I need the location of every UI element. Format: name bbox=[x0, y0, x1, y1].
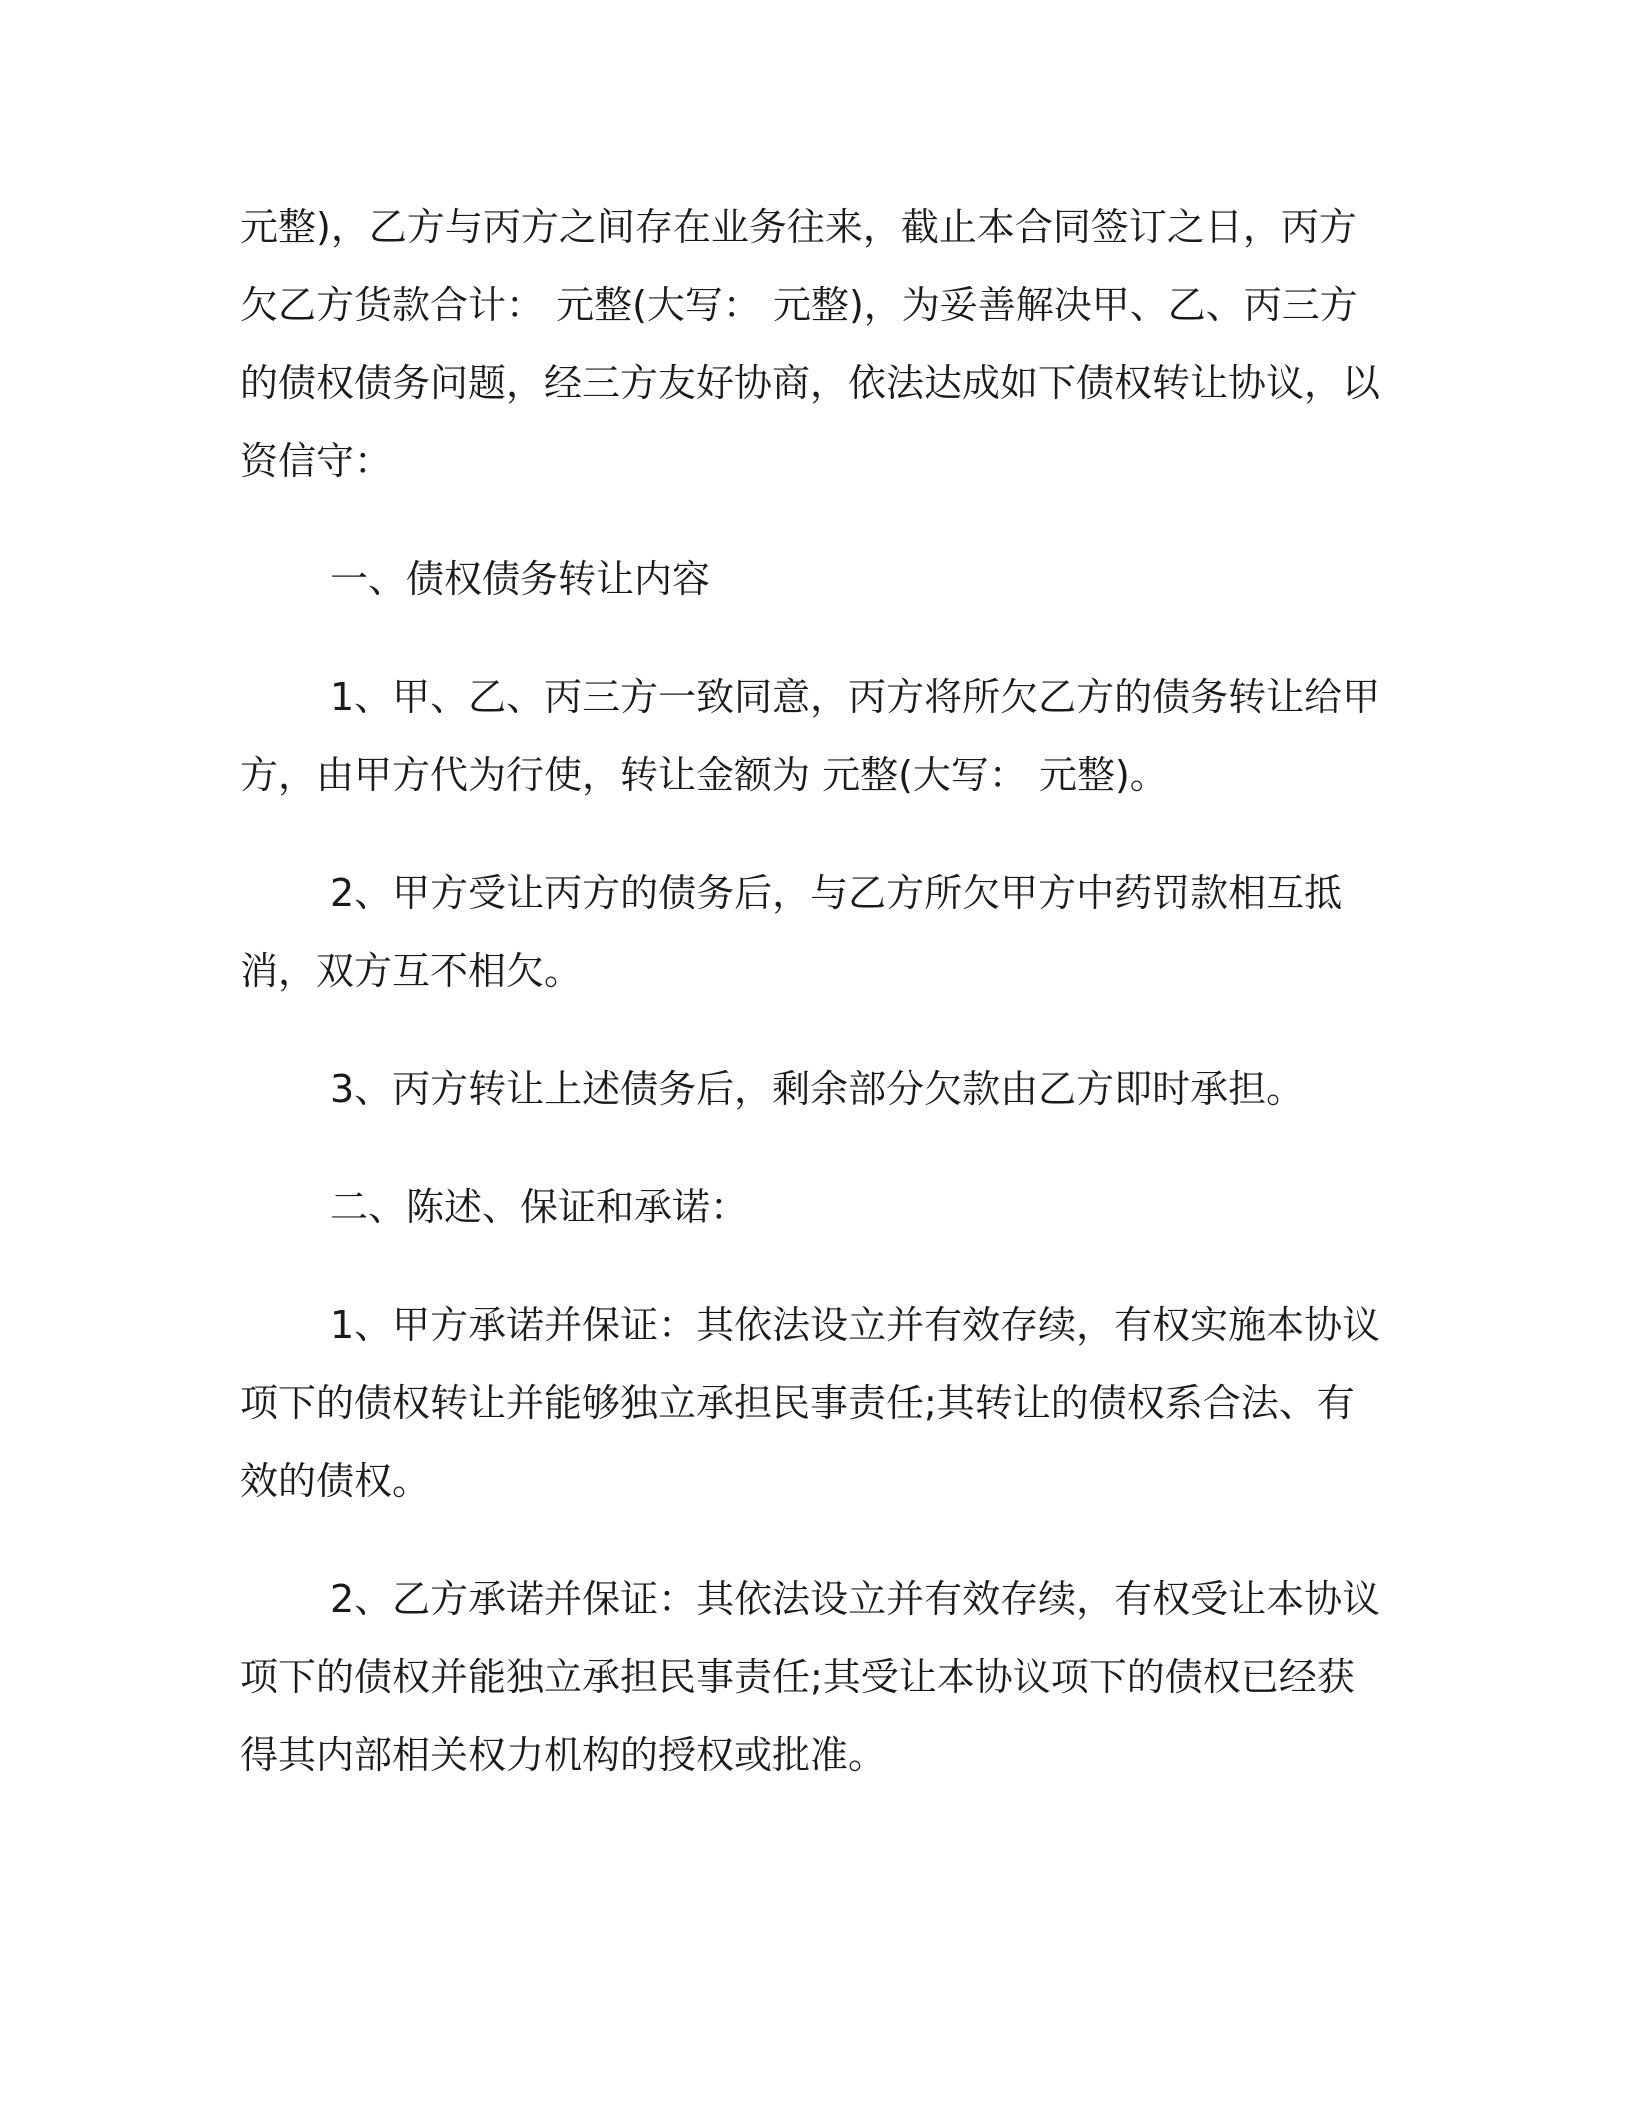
clause-1-1: 1、甲、乙、丙三方一致同意，丙方将所欠乙方的债务转让给甲方，由甲方代为行使，转让金额为 元整(大写： 元整)。 bbox=[240, 675, 1381, 797]
clause-2-2: 2、乙方承诺并保证：其依法设立并有效存续，有权受让本协议项下的债权并能独立承担民事责任;其受让本协议项下的债权已经获得其内部相关权力机构的授权或批准。 bbox=[240, 1577, 1381, 1777]
clause-2-1: 1、甲方承诺并保证：其依法设立并有效存续，有权实施本协议项下的债权转让并能够独立承担民事责任;其转让的债权系合法、有效的债权。 bbox=[240, 1303, 1381, 1503]
clause-1-3: 3、丙方转让上述债务后，剩余部分欠款由乙方即时承担。 bbox=[330, 1067, 1305, 1111]
paragraph-intro: 元整)，乙方与丙方之间存在业务往来，截止本合同签订之日，丙方欠乙方货款合计： 元整(大写： 元整)，为妥善解决甲、乙、丙三方的债权债务问题，经三方友好协商，依法达成如下债权转让协议，以资信守： bbox=[240, 205, 1381, 483]
clause-1-2: 2、甲方受让丙方的债务后，与乙方所欠甲方中药罚款相互抵消，双方互不相欠。 bbox=[240, 871, 1343, 993]
section-heading-representations: 二、陈述、保证和承诺： bbox=[330, 1185, 749, 1229]
document-body bbox=[240, 188, 1390, 1834]
section-heading-transfer-content: 一、债权债务转让内容 bbox=[330, 557, 711, 601]
